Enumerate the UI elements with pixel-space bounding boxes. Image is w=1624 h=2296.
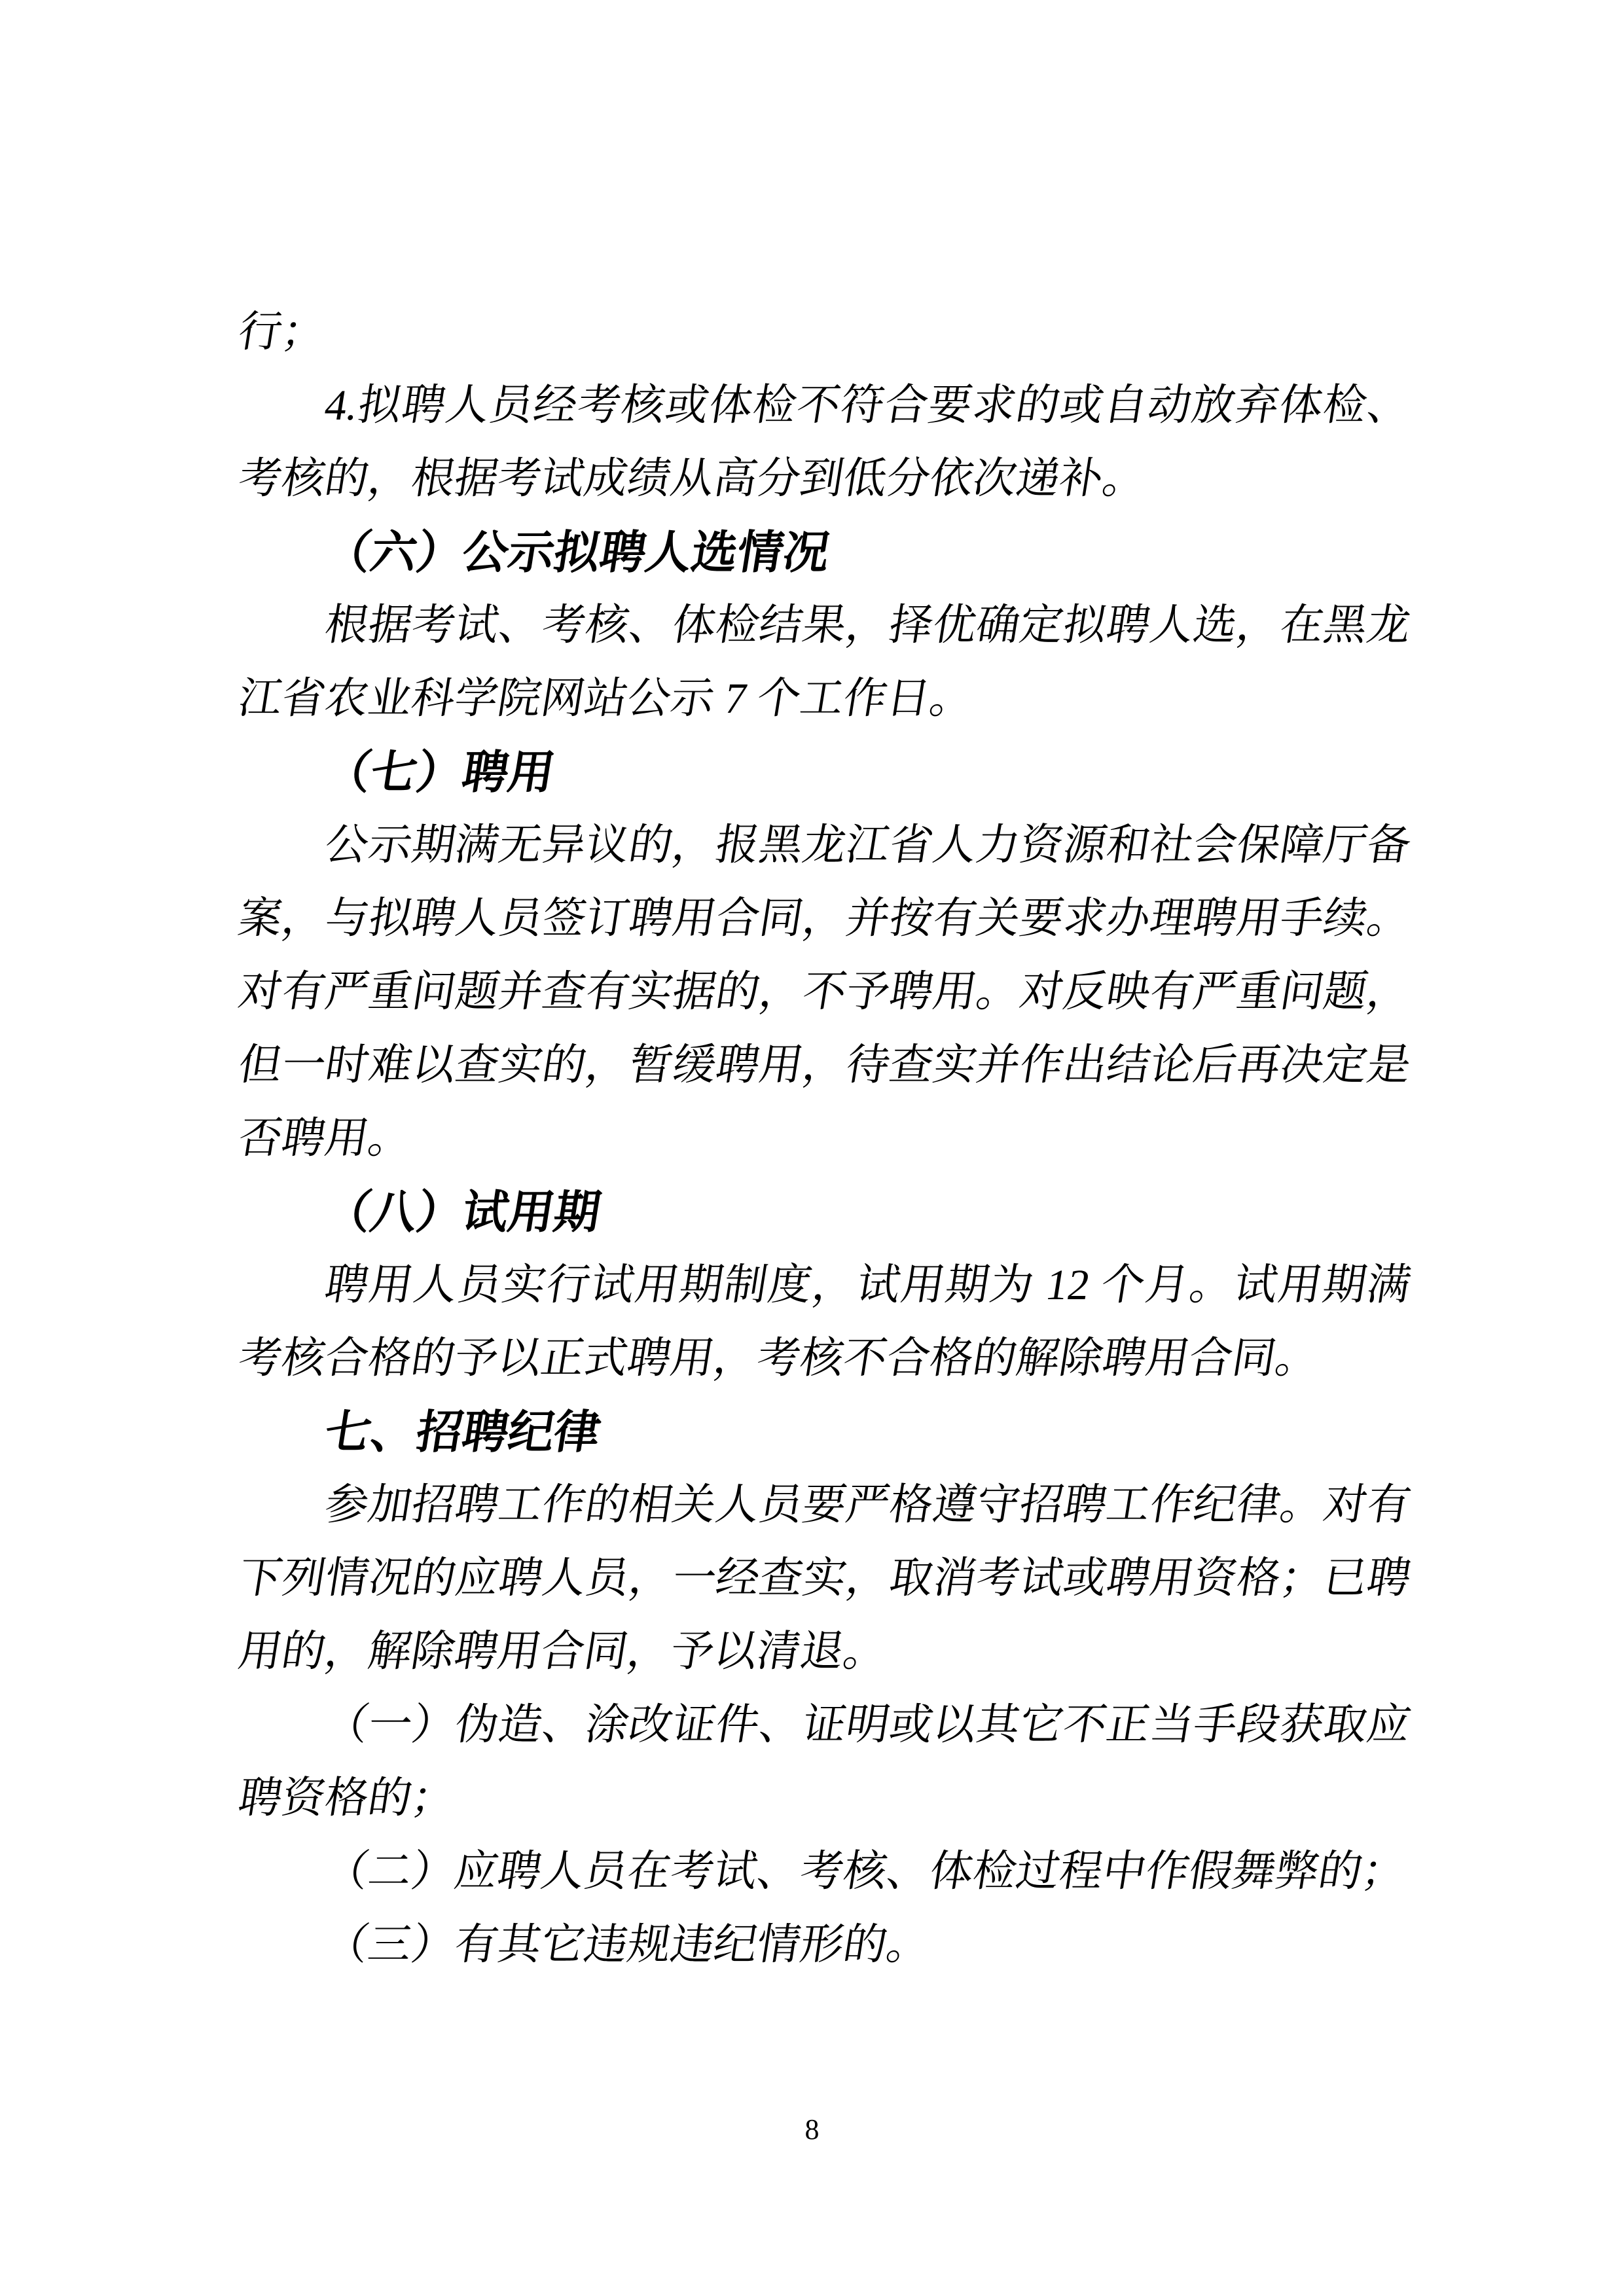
text-line: 参加招聘工作的相关人员要严格遵守招聘工作纪律。对有 [321, 1481, 1415, 1529]
text-line: 聘用人员实行试用期制度，试用期为 12 个月。试用期满 [321, 1261, 1415, 1309]
text-line: 案，与拟聘人员签订聘用合同，并按有关要求办理聘用手续。 [235, 895, 1415, 942]
text-line: （三）有其它违规违纪情形的。 [321, 1921, 934, 1969]
page-number: 8 [804, 2113, 820, 2145]
document-body [233, 296, 1415, 1982]
text-line: 对有严重问题并查有实据的，不予聘用。对反映有严重问题， [235, 968, 1415, 1016]
text-line: 否聘用。 [235, 1115, 416, 1162]
text-line: 行； [235, 308, 329, 356]
section-heading-8: （八）试用期 [321, 1187, 605, 1238]
section-heading-6: （六）公示拟聘人选情况 [321, 527, 834, 578]
text-line: 公示期满无异议的，报黑龙江省人力资源和社会保障厅备 [321, 821, 1415, 869]
text-line: 但一时难以查实的，暂缓聘用，待查实并作出结论后再决定是 [235, 1041, 1415, 1089]
text-line: 考核合格的予以正式聘用，考核不合格的解除聘用合同。 [235, 1335, 1323, 1382]
text-line: 考核的，根据考试成绩从高分到低分依次递补。 [235, 455, 1150, 503]
text-line: 4.拟聘人员经考核或体检不符合要求的或自动放弃体检、 [321, 382, 1415, 429]
section-heading-discipline: 七、招聘纪律 [321, 1407, 605, 1458]
text-line: 江省农业科学院网站公示 7 个工作日。 [235, 675, 977, 723]
text-line: 用的，解除聘用合同，予以清退。 [235, 1628, 891, 1676]
text-line: 下列情况的应聘人员，一经查实，取消考试或聘用资格；已聘 [235, 1554, 1415, 1602]
text-line: （二）应聘人员在考试、考核、体检过程中作假舞弊的； [321, 1848, 1409, 1895]
text-line: （一）伪造、涂改证件、证明或以其它不正当手段获取应 [321, 1701, 1415, 1749]
section-heading-7: （七）聘用 [321, 747, 559, 798]
text-line: 根据考试、考核、体检结果，择优确定拟聘人选，在黑龙 [321, 601, 1415, 649]
text-line: 聘资格的； [235, 1774, 459, 1822]
